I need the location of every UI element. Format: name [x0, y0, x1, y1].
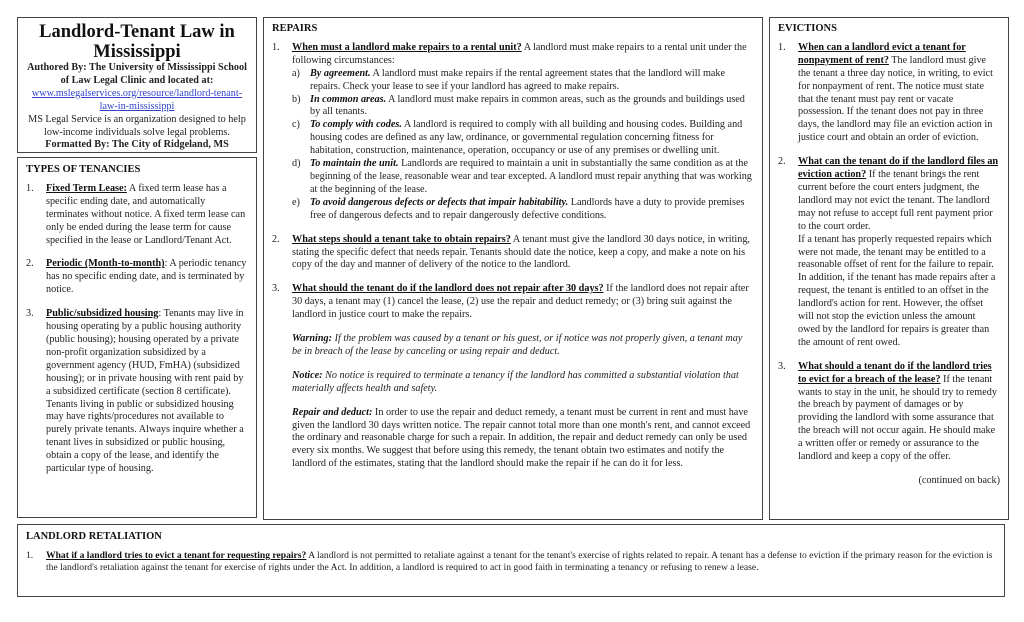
item-text [46, 308, 248, 476]
item-question: Fixed Term Lease: [46, 182, 127, 194]
item-answer: If the tenant brings the rent current before the court enters judgment, the landlord may not evict the tenant. The landlord may not refuse to accept full rent payment prior to the court order. [798, 169, 993, 232]
sub-item-body: Landlords have a duty to provide premises free of dangerous defects and to repair dangerously defective conditions. [310, 196, 745, 221]
sub-item [292, 94, 754, 120]
sub-item-text [310, 197, 754, 223]
sub-item-body: A landlord must make repairs if the rental agreement states that the landlord will make repairs. Check your lease to see if your landlord has agreed to make repairs. [310, 67, 726, 92]
section-title: REPAIRS [272, 23, 318, 34]
item-number: 3. [778, 360, 786, 372]
item-question: What should the tenant do if the landlord does not repair after 30 days? [292, 283, 604, 295]
item-body [46, 183, 248, 248]
item-body [798, 361, 1000, 464]
item-text [292, 234, 754, 273]
continued-note: (continued on back) [918, 475, 1000, 486]
item-answer: A tenant must give the landlord 30 days notice, in writing, stating the specific defect that needs repair. Tenants should date the notice, keep a copy, and make a note on his copy of the day and manner of delivery of the notice to the landlord. [292, 233, 750, 271]
sub-item-text [310, 94, 754, 120]
list-item [26, 258, 248, 297]
section-title: EVICTIONS [778, 23, 837, 34]
list-item [778, 42, 1000, 145]
sub-item-body: A landlord is required to comply with all building and housing codes. Building and housing codes are defined as any law, ordinance, or governmental regulation concerning fitness for habitation, construction, maintenance, operation, occupancy or use of any premises or dwelling unit. [310, 119, 743, 157]
item-text [798, 156, 1000, 233]
item-number: 2. [26, 258, 34, 270]
item-body [46, 308, 248, 476]
item-body [798, 156, 1000, 350]
item-number: 2. [272, 233, 280, 245]
sub-item-label: e) [292, 196, 300, 208]
list-item [272, 42, 754, 223]
item-answer: A landlord must make repairs to a rental unit under the following circumstances: [292, 41, 747, 66]
sub-item-heading: In common areas. [310, 93, 387, 105]
item-question: When can a landlord evict a tenant for nonpayment of rent? [798, 41, 966, 66]
evictions-section [769, 17, 1009, 520]
item-answer-continued: If a tenant has properly requested repairs which were not made, the tenant may be entitled to a reasonable offset of rent for the failure to repair. In addition, if the tenant has made repairs after a request, the tenant is entitled to an offset in the landlord's action for rent. However, the offset will not stop the eviction unless the amount owed by the landlord for repairs is greater than the amount of rent owed. [798, 233, 996, 348]
item-question: When must a landlord make repairs to a rental unit? [292, 41, 522, 53]
item-answer: : A periodic tenancy has no specific ending date, and is terminated by notice. [46, 258, 247, 296]
item-number: 1. [272, 41, 280, 53]
item-question: What can the tenant do if the landlord files an eviction action? [798, 156, 999, 181]
sub-item-text [310, 68, 754, 94]
landlord-retaliation-section [17, 524, 1005, 597]
title-box [17, 17, 257, 153]
item-body [292, 42, 754, 223]
item-body [798, 42, 1000, 145]
item-number: 3. [26, 308, 34, 320]
item-answer: : Tenants may live in housing operating by a public housing authority (public housing); housing operated by a private non-profit organization subsidized by a government agency (HUD, FmHA) (subsidized housing); or in private housing with rent paid by a subsidized certificate (section 8 certificate). Tenants living in public or subsidized housing may have rights/procedures not available to purely private tenants. Always inquire whether a tenant lives in subsidized or public housing, obtain a copy of the lease, and identify the particular type of housing. [46, 308, 244, 475]
authored-by: Authored By: The University of Mississippi School of Law Legal Clinic and located at: [27, 62, 247, 86]
sub-item-label: b) [292, 93, 301, 105]
list-item [26, 183, 248, 248]
item-answer: The landlord must give the tenant a three day notice, in writing, to evict for nonpayment of rent. The notice must state that the tenant must pay rent or vacate possession. If the tenant does not pay in three days, the landlord may file an eviction action in justice court and obtain an order of eviction. [798, 54, 993, 144]
sub-item-body: A landlord must make repairs in common areas, such as the grounds and buildings used by all tenants. [310, 93, 745, 118]
item-text [46, 183, 248, 248]
item-number: 3. [272, 283, 280, 295]
formatted-by: Formatted By: The City of Ridgeland, MS [45, 139, 229, 151]
repairs-note [292, 370, 754, 396]
item-number: 1. [778, 41, 786, 53]
item-number: 1. [26, 182, 34, 194]
item-number: 2. [778, 156, 786, 168]
item-question: Public/subsidized housing [46, 308, 159, 320]
sub-item [292, 119, 754, 158]
item-body [46, 258, 248, 297]
note-label: Notice: [292, 369, 323, 381]
source-link[interactable]: www.mslegalservices.org/resource/landlord-tenant-law-in-mississippi [31, 87, 243, 112]
list-item [778, 361, 1000, 464]
sub-item [292, 68, 754, 94]
types-of-tenancies-section [17, 157, 257, 518]
sub-item-heading: To maintain the unit. [310, 158, 399, 170]
item-text [292, 42, 754, 68]
sub-item-text [310, 119, 754, 158]
sub-item-label: d) [292, 158, 301, 170]
item-question: Periodic (Month-to-month) [46, 258, 165, 270]
item-text [798, 361, 1000, 464]
note-label: Warning: [292, 333, 333, 345]
item-answer: A landlord is not permitted to retaliate against a tenant for the tenant's exercise of rights related to repair. A tenant has a defense to eviction if the primary reason for the eviction is the landlord's retaliation against the tenant for exercise of rights under the Act. In addition, a landlord is required to act in good faith in terminating a tenancy or refusing to renew a lease. [46, 549, 993, 574]
item-text [798, 42, 1000, 145]
item-answer: A fixed term lease has a specific ending date, and automatically terminates without notice. A fixed term lease can only be ended during the lease term for cause specified in the lease or Landlord/Tenant Act. [46, 182, 246, 246]
item-question: What should a tenant do if the landlord tries to evict for a breach of the lease? [798, 360, 992, 385]
item-body [292, 234, 754, 273]
sub-item-heading: By agreement. [310, 67, 371, 79]
item-question: What steps should a tenant take to obtain repairs? [292, 233, 511, 245]
sub-item-heading: To avoid dangerous defects or defects that impair habitability. [310, 196, 569, 208]
description: MS Legal Service is an organization designed to help low-income individuals solve legal problems. [28, 113, 246, 138]
list-item [26, 550, 996, 575]
repairs-note [292, 407, 754, 472]
item-body [46, 550, 996, 575]
repairs-section [263, 17, 763, 520]
item-answer: If the tenant wants to stay in the unit, he should try to remedy the breach by payment of damages or by providing the landlord with some assurance that the breach will not occur again. He should make a written offer or remedy or assurance to the landlord and keep a copy of the offer. [798, 373, 997, 463]
sub-item [292, 158, 754, 197]
repairs-note [292, 333, 754, 359]
note-text: No notice is required to terminate a tenancy if the landlord has committed a substantial violation that materially affects health and safety. [292, 369, 739, 394]
note-label: Repair and deduct: [292, 406, 373, 418]
item-answer: If the landlord does not repair after 30 days, a tenant may (1) cancel the lease, (2) use the repair and deduct remedy; or (3) bring suit against the landlord in justice court to make the repairs. [292, 283, 749, 321]
sub-item-text [310, 158, 754, 197]
list-item [26, 308, 248, 476]
section-title: LANDLORD RETALIATION [26, 531, 162, 542]
list-item [778, 156, 1000, 350]
item-number: 1. [26, 549, 34, 561]
page-title: Landlord-Tenant Law in Mississippi [39, 22, 235, 62]
item-text [46, 258, 248, 297]
note-text: If the problem was caused by a tenant or his guest, or if notice was not properly given, a tenant may be in breach of the lease by canceling or using repair and deduct. [292, 333, 743, 357]
sub-item-label: a) [292, 67, 300, 79]
sub-item [292, 197, 754, 223]
list-item [272, 234, 754, 273]
sub-item-label: c) [292, 119, 300, 131]
item-body [292, 283, 754, 322]
list-item [272, 283, 754, 322]
item-question: What if a landlord tries to evict a tenant for requesting repairs? [46, 549, 307, 561]
note-text: In order to use the repair and deduct remedy, a tenant must be current in rent and must have given the landlord 30 days written notice. The repair cannot total more than one month's rent, and cannot exceed the ordinary and reasonable charge for such a repair. In addition, the repair and deduct remedy can only be used every six months. We suggest that before using this remedy, the tenant obtain two estimates and notify the landlord of the estimates, stating that the landlord should make the repair if he can do it for less. [292, 406, 751, 470]
sub-item-body: Landlords are required to maintain a unit in substantially the same condition as at the beginning of the lease, reasonable wear and tear excepted. A landlord must repair anything that was working at the beginning of the lease. [310, 158, 752, 195]
section-title: TYPES OF TENANCIES [26, 164, 141, 175]
item-text [292, 283, 754, 322]
sub-item-heading: To comply with codes. [310, 119, 402, 131]
item-text [46, 550, 996, 575]
